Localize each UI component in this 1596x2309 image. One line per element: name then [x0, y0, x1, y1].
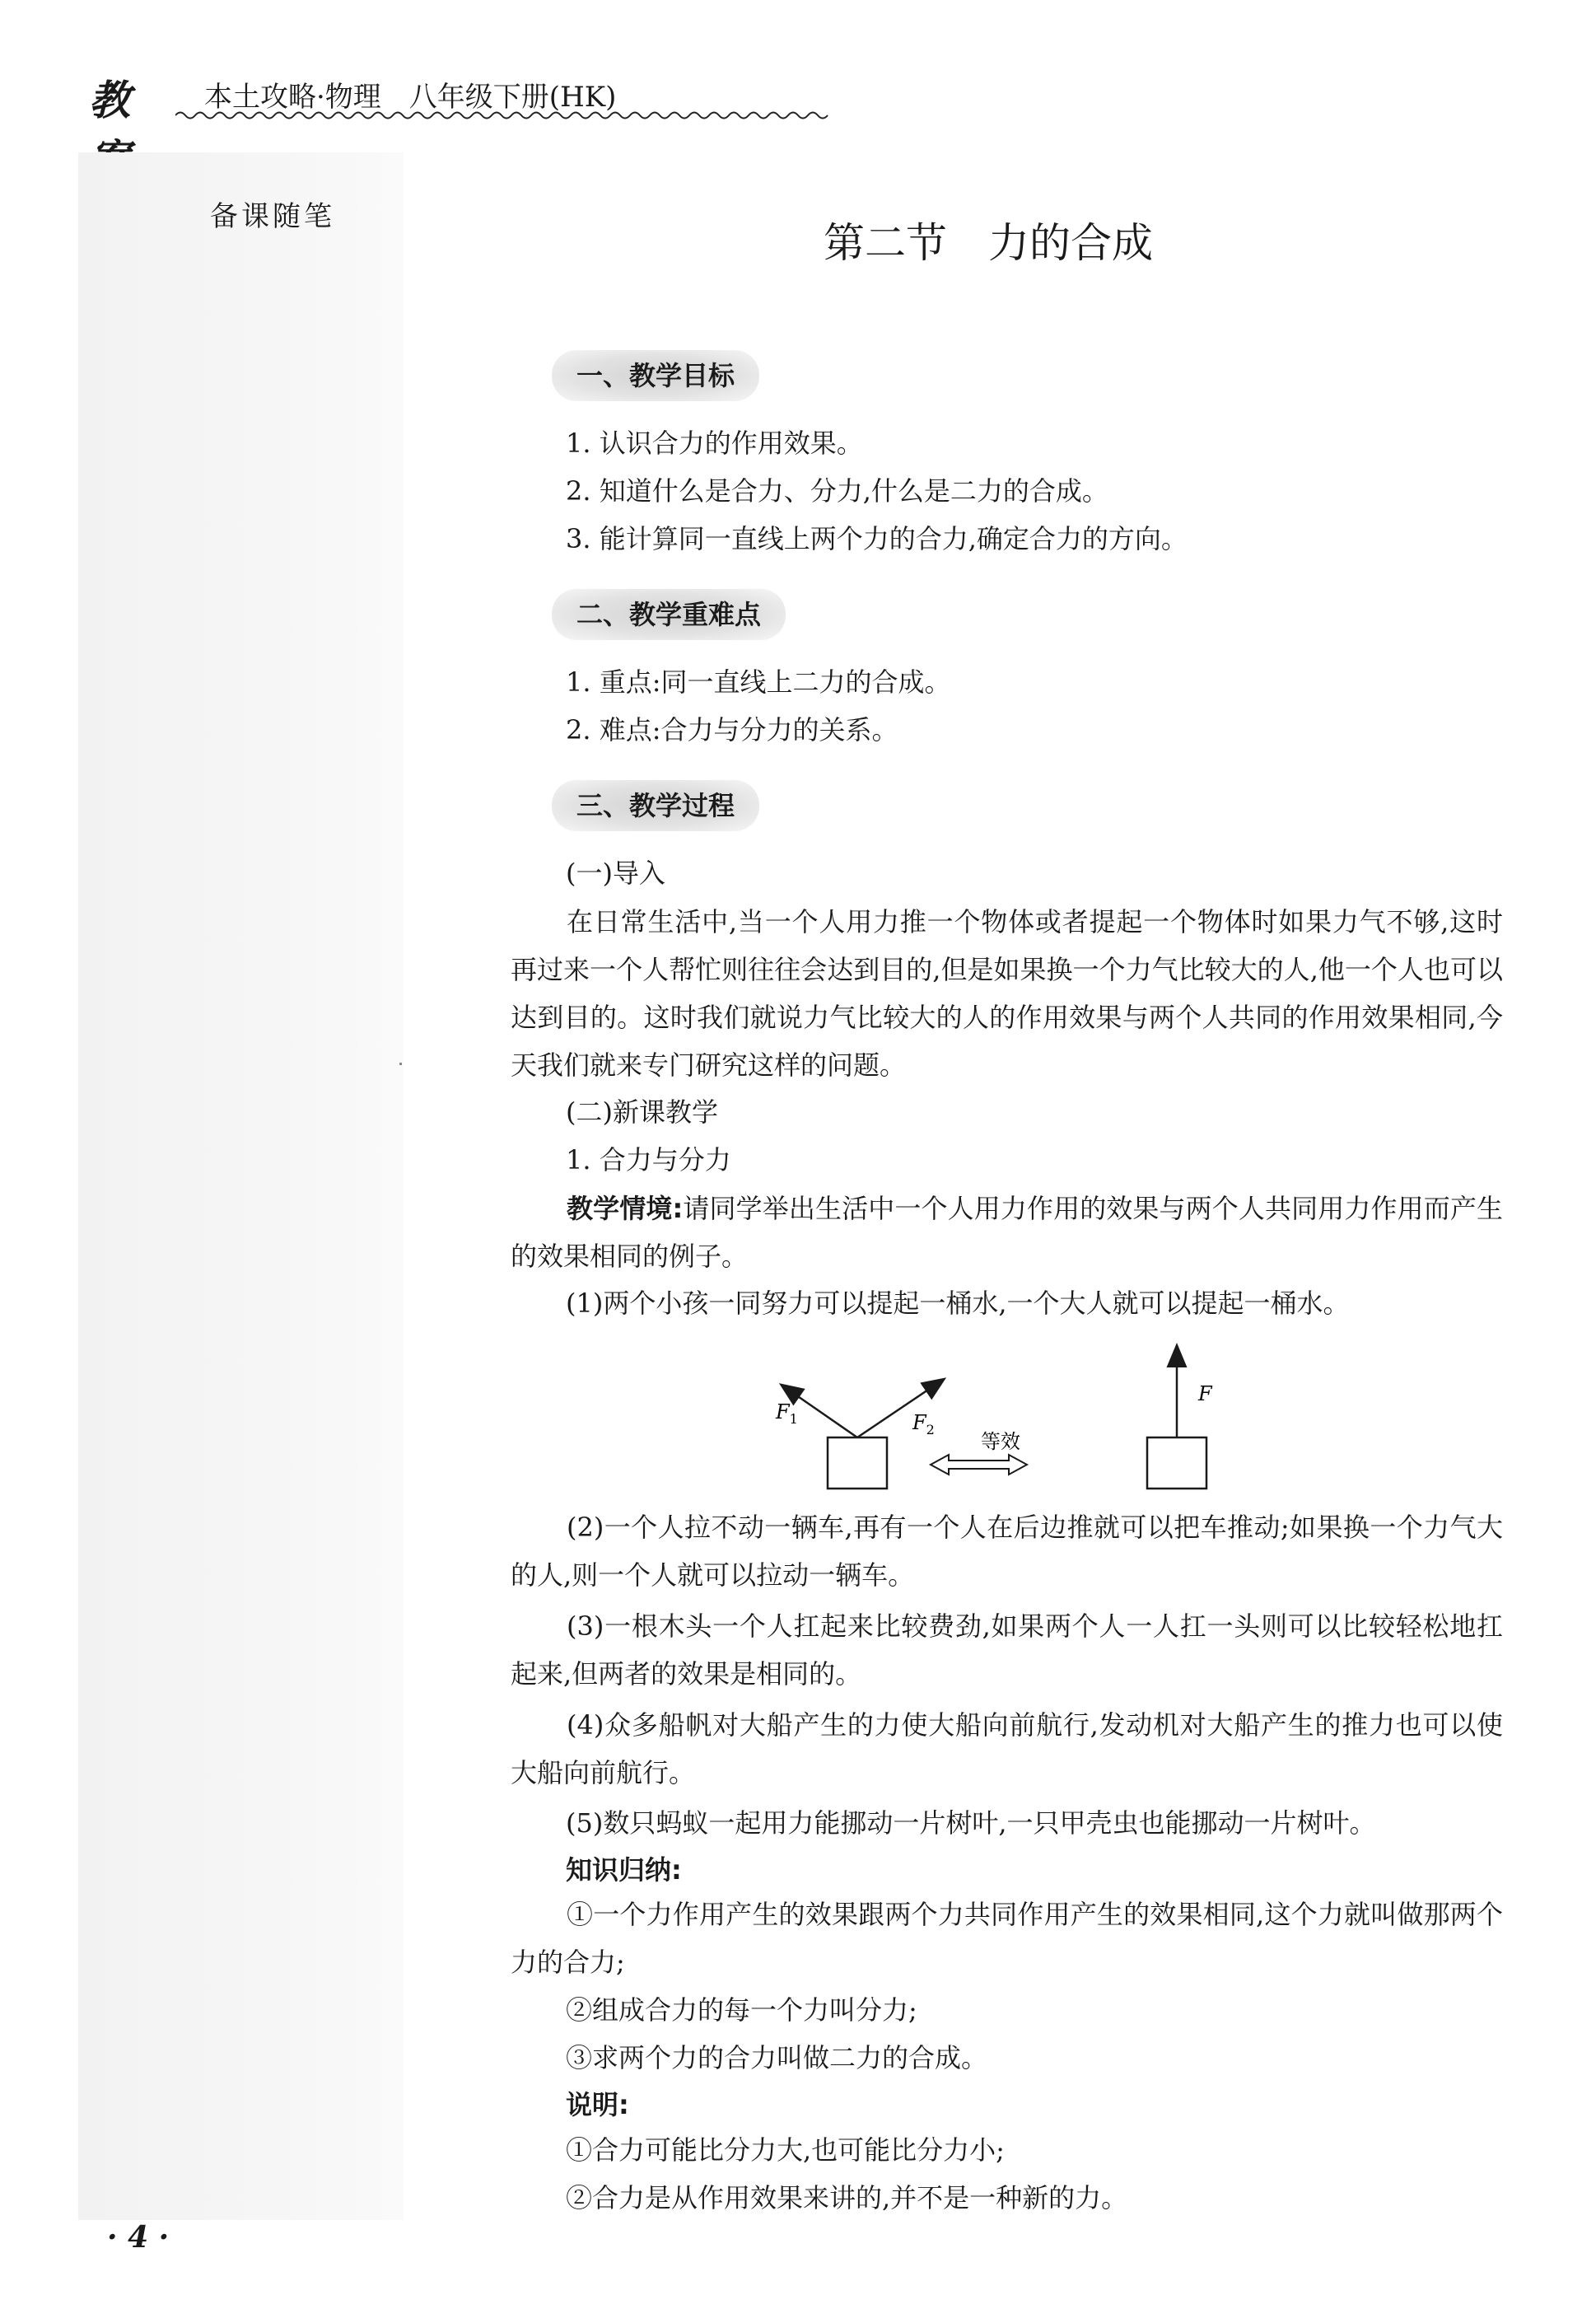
force-equivalence-diagram [741, 1318, 1252, 1507]
page-number: · 4 · [107, 2220, 170, 2255]
knowledge-summary-label: 知识归纳: [566, 1854, 682, 1886]
notes-margin-column [78, 152, 404, 2220]
margin-dot [399, 1063, 402, 1065]
right-box [1147, 1437, 1206, 1489]
example-5: (5)数只蚂蚁一起用力能挪动一片树叶,一只甲壳虫也能挪动一片树叶。 [566, 1807, 1376, 1839]
section-heading-objectives: 一、教学目标 [552, 350, 759, 401]
objective-item-1: 1. 认识合力的作用效果。 [566, 428, 863, 459]
label-f: F [1198, 1382, 1212, 1405]
section-heading-process: 三、教学过程 [552, 780, 759, 831]
example-4: (4)众多船帆对大船产生的力使大船向前航行,发动机对大船产生的推力也可以使大船向前航行。 [511, 1709, 1503, 1788]
section-heading-key-points: 二、教学重难点 [552, 589, 786, 640]
title-section-number: 第二节 [824, 219, 947, 267]
topic-resultant-and-component: 1. 合力与分力 [566, 1144, 731, 1176]
example-3: (3)一根木头一个人扛起来比较费劲,如果两个人一人扛一头则可以比较轻松地扛起来,但两者的效果是相同的。 [511, 1610, 1503, 1690]
label-equivalence: 等效 [981, 1430, 1020, 1453]
subheading-new-lesson: (二)新课教学 [566, 1096, 718, 1128]
knowledge-item-1: ①一个力作用产生的效果跟两个力共同作用产生的效果相同,这个力就叫做那两个力的合力; [511, 1899, 1503, 1978]
teaching-situation-label: 教学情境: [567, 1193, 684, 1224]
label-f1: $F_1$ [776, 1400, 798, 1427]
header-brand: 教 [89, 77, 132, 124]
teaching-situation-text: 请同学举出生活中一个人用力作用的效果与两个人共同用力作用而产生的效果相同的例子。 [511, 1193, 1503, 1272]
left-box [828, 1437, 887, 1489]
objective-item-2: 2. 知道什么是合力、分力,什么是二力的合成。 [566, 475, 1108, 507]
key-point-item-1: 1. 重点:同一直线上二力的合成。 [566, 666, 951, 698]
teaching-situation [511, 1185, 1503, 1280]
example-1: (1)两个小孩一同努力可以提起一桶水,一个大人就可以提起一桶水。 [566, 1288, 1350, 1319]
key-point-item-2: 2. 难点:合力与分力的关系。 [566, 714, 898, 746]
note-label: 说明: [566, 2089, 629, 2120]
objective-item-3: 3. 能计算同一直线上两个力的合力,确定合力的方向。 [566, 523, 1188, 554]
header-subtitle: 本土攻略·物理 八年级下册(HK) [204, 81, 617, 114]
page-title [824, 210, 1153, 269]
margin-note-label: 备课随笔 [210, 200, 335, 233]
note-item-2: ②合力是从作用效果来讲的,并不是一种新的力。 [566, 2182, 1128, 2213]
note-item-1: ①合力可能比分力大,也可能比分力小; [566, 2134, 1005, 2166]
example-2: (2)一个人拉不动一辆车,再有一个人在后边推就可以把车推动;如果换一个力气大的人,则一个人就可以拉动一辆车。 [511, 1512, 1503, 1591]
title-topic: 力的合成 [988, 219, 1153, 267]
equivalence-double-arrow [931, 1455, 1027, 1475]
label-f2: $F_2$ [912, 1411, 935, 1437]
knowledge-item-3: ③求两个力的合力叫做二力的合成。 [566, 2042, 988, 2073]
intro-paragraph: 在日常生活中,当一个人用力推一个物体或者提起一个物体时如果力气不够,这时再过来一个人帮忙则往往会达到目的,但是如果换一个力气比较大的人,他一个人也可以达到目的。这时我们就说力气比较大的人的作用效果与两个人共同的作用效果相同,今天我们就来专门研究这样的问题。 [511, 906, 1503, 1081]
subheading-introduction: (一)导入 [566, 858, 665, 889]
knowledge-item-2: ②组成合力的每一个力叫分力; [566, 1994, 917, 2026]
diagram-svg [741, 1318, 1252, 1507]
header-wave-decoration [175, 109, 834, 122]
